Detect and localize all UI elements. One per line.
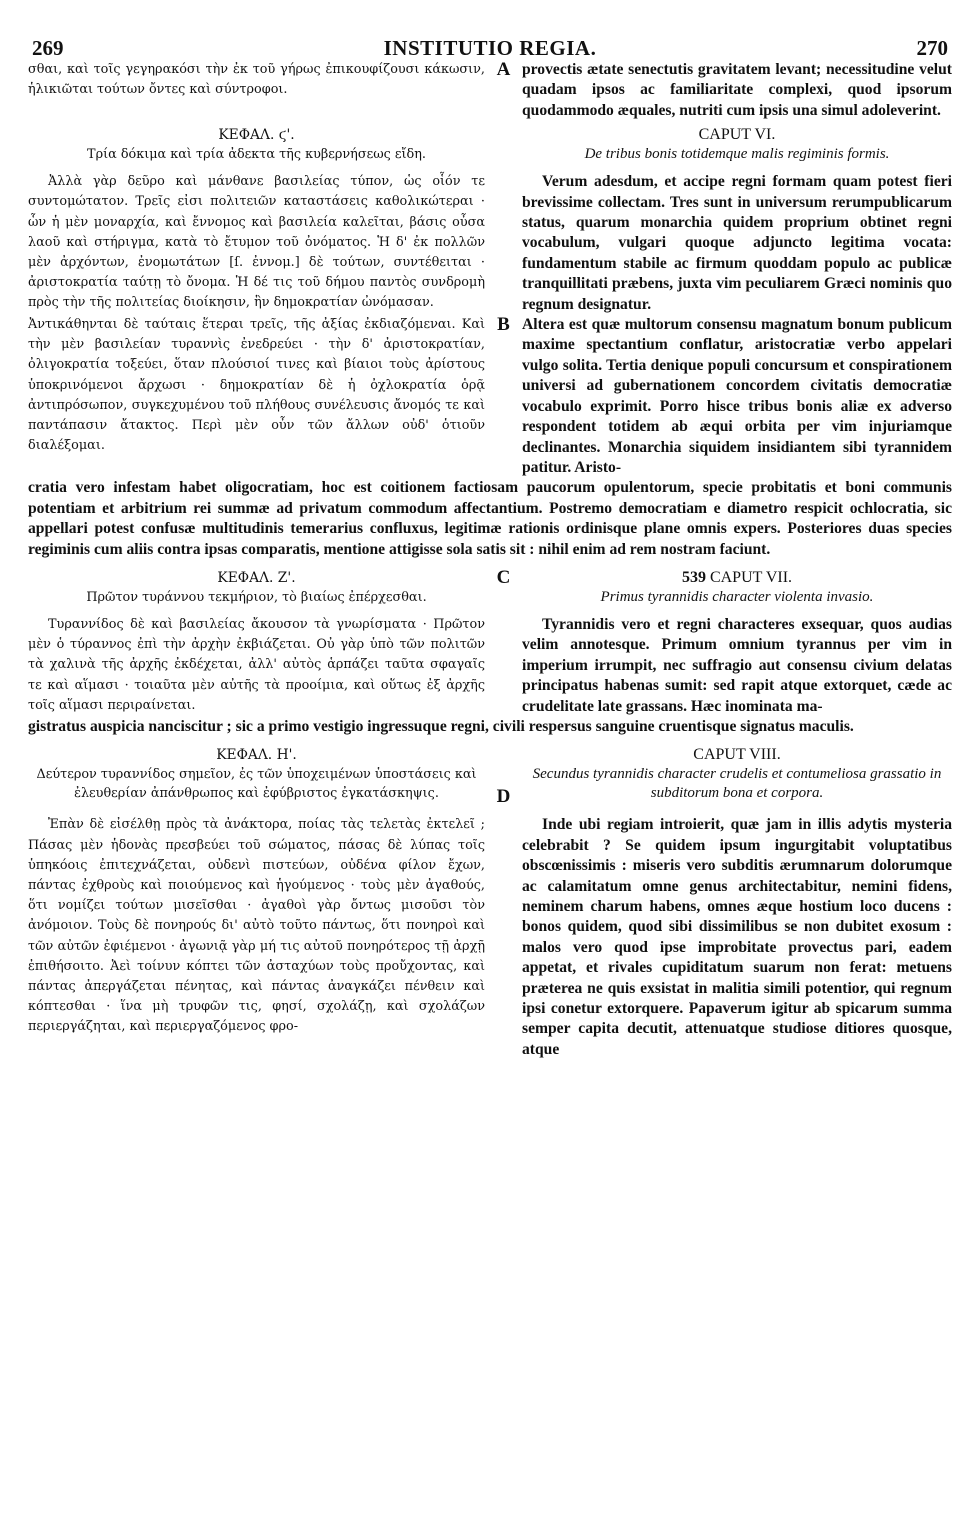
greek-paragraph: Ἀλλὰ γὰρ δεῦρο καὶ μάνθανε βασιλείας τύπον, ὡς οἷόν τε συντομώτατον. Τρεῖς εἰσι πολιτειῶν καταστάσεις καθολικώτεραι · ὧν ἡ μὲν μοναρχία, καὶ ἔννομος καὶ βασιλεία καλεῖται, βάσις οὖσα λαοῦ καὶ στήριγμα, κατὰ τὸ ἔτυμον τοῦ ὀνόματος. Ἡ δ' ἐκ πολλῶν μὲν ἀρχόντων, ἐνομωτάτων [ſ. ἐννομ.] δὲ τούτων, συντέθειται · ἀριστοκρατία ταύτῃ τὸ ὄνομα. Ἡ δέ τις τοῦ δήμου παντὸς συνδρομὴ πρὸς τὴν τῆς πολιτείας διοίκησιν, ἣν δημοκρατίαν ὠνόμασαν. [28,174,485,311]
margin-letter-c: C [496,566,511,588]
page-number-right: 270 [916,36,948,60]
greek-chapter-title: ΚΕΦΑΛ. ϛ'. [218,127,295,144]
latin-chapter-title: CAPUT VI. [698,126,776,144]
greek-chapter-subtitle: Τρία δόκιμα καὶ τρία ἀδεκτα τῆς κυβερνήσεως εἴδη. [87,147,426,163]
full-width-paragraph: cratia vero infestam habet oligocratiam, hoc est coitionem factiosam paucorum opulentorum, specie probitatis et boni communis potentiam et arbitrium rei summæ ad privatum commodum affectantium. Postremo democratiam e diametro respicit ochlocratia, sic appellari potest confusæ multitudinis temerarius confluxus, legitimæ rationis ordinisque plane omnis expers. Posteriores duas species regiminis cum aliis contra ipsas comparatis, mentione attigisse sola satis sit : nihil enim ad rem nostram faciunt. [28,479,952,558]
running-title: INSTITUTIO REGIA. [383,36,597,60]
latin-paragraph: Verum adesdum, et accipe regni formam quam potest fieri brevissime collectam. Tres sunt in universum rerumpublicarum status, quarum monarchia quidem proprium obtinet regni vocabulum, vulgari quoque adjuncto legitima vocata: fundamentum stabile ac firmum quoddam populo ac publicæ tranquillitati præbens, juxta vim peculiarem Græci nominis quo regnum designatur. [522,173,952,313]
page-header [28,30,952,60]
latin-column [522,60,952,121]
latin-chapter-subtitle: Primus tyrannidis character violenta invasio. [600,588,874,605]
chapter-8-heading [28,745,952,807]
chapter-8-body [28,815,952,1060]
chapter-7-body [28,615,952,717]
column-number: 539 [681,568,706,586]
section-intro [28,60,952,121]
chapter-6-body-b [28,315,952,478]
margin-letter-a: A [496,59,511,80]
chapter-6-body-a [28,172,952,315]
latin-chapter-subtitle: Secundus tyrannidis character crudelis et contumeliosa grassatio in subditorum bona et corpora. [532,766,942,802]
greek-chapter-title: ΚΕΦΑΛ. Η'. [216,747,297,764]
margin-letter-b: B [497,314,510,336]
chapter-6-heading [28,125,952,164]
greek-chapter-subtitle: Πρῶτον τυράννου τεκμήριον, τὸ βιαίως ἐπέρχεσθαι. [86,589,427,605]
latin-paragraph: Inde ubi regiam introierit, quæ jam in illis adytis mysteria celebrabit ? Se quidem ipsum ingurgitabit voluptatibus obscœnissimis : miseris vero subditis ærumnarum dolorumque ac calamitatum omne genus architectabitur, nemini fidens, neminem charum habens, omnes æque hostium loco ducens : bonos quidem, quod sibi dissimilibus se non dubitet exosum : malos vero quod ipse improbitate provectus pari, eadem appetat, et rivales cupiditatum suarum non ferat: metuens præterea ne quis exsistat in malitia simili potentior, qui regnum ipsi conetur extorquere. Papaverum igitur ab spicarum summa semper capita decutit, attenuatque studiose ditiores quosque, atque [522,816,952,1058]
greek-chapter-subtitle: Δεύτερον τυραννίδος σημεῖον, ἐς τῶν ὑποχειμένων ὑποστάσεις καὶ ἐλευθερίαν ἀπάνθρωπος καὶ ἐφύβριστος ἐγκατάσκηψις. [36,767,477,802]
latin-chapter-title: CAPUT VIII. [693,746,781,764]
latin-paragraph: provectis ætate senectutis gravitatem levant; necessitudine velut quadam ipsos ac familiaritate complexi, quod ipsorum quodammodo æquales, nutriti cum ipsis una simul adoleverint. [522,61,952,119]
greek-paragraph: Ἀντικάθηνται δὲ ταύταις ἕτεραι τρεῖς, τῆς ἀξίας ἐκδιαζόμεναι. Καὶ τὴν μὲν βασιλείαν τυραννὶς ἐνεδρεύει · τὴν δ' ἀριστοκρατίαν, ὀλιγοκρατία τοξεύει, ὅταν πλούσιοί τινες καὶ βίαιοι τοὺς ἀρίστους ὑποκρινόμενοι ἄρχωσι · δημοκρατίαν δὲ ἡ ὀχλοκρατία ὁρᾷ ἀντιπρόσωπον, συγκεχυμένου τοῦ πλήθους συνέλευσις ἄνομός τε καὶ παντάπασιν ἄτακτος. Περὶ μὲν οὖν τῶν ἄλλων οὐδ' ὁτιοῦν διαλέξομαι. [28,317,485,454]
margin-letter-d: D [496,786,511,808]
latin-paragraph: Tyrannidis vero et regni characteres exsequar, quos audias velim annotesque. Primum omnium tyrannus per vim in imperium irrumpit, nec suffragio aut consensu civium delatas principatus habenas sumit: sed rapit atque extorquet, cæde ac crudelitate late grassans. Hæc inominata ma- [522,615,952,715]
chapter-7-heading [28,568,952,607]
latin-chapter-title: 539 CAPUT VII. [681,568,793,586]
greek-column [28,60,485,100]
latin-paragraph: Altera est quæ multorum consensu magnatum bonum publicum maxime spectantium conflatur, aristocratiæ verbo appelari vulgo solita. Tertia denique populi concursum et conspirationem universi ad gubernationem concordem civitatis democratiæ vocabulo exprimit. Porro hisce tribus bonis aliæ ex adverso respondent totidem ab æqui orbita per vim injuriamque declinantes. Monarchia siquidem insidiantem sibi tyrannidem patitur. Aristo- [522,316,952,476]
full-width-paragraph: gistratus auspicia nanciscitur ; sic a primo vestigio ingressuque regni, civili respersus sanguine cruentisque signatus maculis. [28,717,854,735]
greek-paragraph: Τυραννίδος δὲ καὶ βασιλείας ἄκουσον τὰ γνωρίσματα · Πρῶτον μὲν ὁ τύραννος ἐπὶ τὴν ἀρχὴν ἐκβιάζεται. Οὐ γὰρ ὑπὸ τῶν πολιτῶν τὰ χαλινὰ τῆς ἀρχῆς ἐκδέχεται, ἀλλ' αὐτὸς ἁρπάζει ταῦτα σφαγαῖς τε καὶ αἵμασι · τοιαῦτα μὲν αὐτῆς τὰ προοίμια, καὶ οὕτως ἐξ ἀρχῆς τοῖς αἵμασι περιραίνεται. [28,616,485,713]
greek-paragraph: σθαι, καὶ τοῖς γεγηρακόσι τὴν ἐκ τοῦ γήρως ἐπικουφίζουσι κάκωσιν, ἡλικιῶται τούτων ὄντες καὶ σύντροφοι. [28,62,485,98]
page-number-left: 269 [32,36,64,60]
greek-chapter-title: ΚΕΦΑΛ. Ζ'. [217,569,296,586]
latin-chapter-subtitle: De tribus bonis totidemque malis regiminis formis. [584,146,890,163]
greek-paragraph: Ἐπὰν δὲ εἰσέλθῃ πρὸς τὰ ἀνάκτορα, ποίας τὰς τελετὰς ἐκτελεῖ ; Πάσας μὲν ἡδονὰς πρεσβεύει τοῦ σώματος, πάσας δὲ λύπας τοῖς ὑπηκόοις ἐπιτεχνάζεται, οὐδενὶ πιστεύων, οὐδένα φίλον ἔχων, πάντας ἐχθροὺς καὶ ποιούμενος καὶ ἡγούμενος · τοὺς μὲν ἀγαθούς, ὅτι νομίζει τούτων μισεῖσθαι · ἀγαθοὶ γὰρ ὄντως μισοῦσι τὸν ἀνόμοιον. Τοὺς δὲ πονηρούς δι' αὐτὸ τοῦτο πάντως, ὅτι πονηροὶ καὶ τῶν αὐτῶν ἐφιέμενοι · ἀγωνιᾷ γὰρ μή τις αὐτοῦ πονηρότερος τῇ ἀρχῇ ἐπιθήσοιτο. Ἀεὶ τοίνυν κόπτει τῶν ἀσταχύων τοὺς προὔχοντας, καὶ πάντας ἀπεργάζεται πένητας, καὶ πάντας ἀναγκάζει πένθειν καὶ κόπτεσθαι · ἵνα μὴ τρυφῶν τις, φησί, σχολάζῃ, καὶ σχολάζων περιεργάζηται, καὶ περιεργαζόμενος φρο- [28,817,485,1035]
